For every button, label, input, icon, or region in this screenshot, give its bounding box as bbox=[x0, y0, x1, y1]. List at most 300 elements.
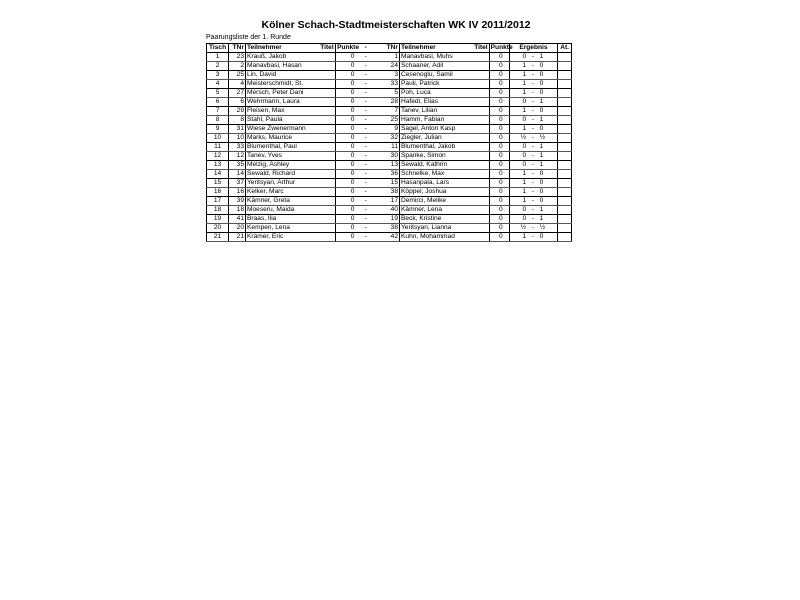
result-white: ½ bbox=[509, 134, 528, 143]
black-player-points: 0 bbox=[489, 71, 509, 80]
points-separator: - bbox=[364, 62, 367, 69]
board-number: 11 bbox=[207, 143, 229, 152]
white-player-points: 0 bbox=[335, 125, 360, 134]
result-black: 1 bbox=[538, 161, 558, 170]
points-separator: - bbox=[360, 161, 371, 170]
white-player-points: 0 bbox=[335, 170, 360, 179]
white-player-number: 2 bbox=[229, 62, 246, 71]
white-player-number: 37 bbox=[229, 179, 246, 188]
table-row bbox=[207, 143, 572, 152]
white-player-title bbox=[307, 143, 335, 152]
table-row bbox=[207, 125, 572, 134]
at-cell bbox=[558, 188, 572, 197]
white-player-title bbox=[307, 89, 335, 98]
page-title: Kölner Schach-Stadtmeisterschaften WK IV 2011/2012 bbox=[261, 19, 531, 31]
white-player-name: Manavbasi, Hasan bbox=[246, 62, 307, 71]
result-separator: - bbox=[528, 143, 537, 152]
pairings-table bbox=[206, 43, 572, 242]
white-player-title bbox=[307, 134, 335, 143]
white-player-name: Meisterschmidt, St. bbox=[246, 80, 307, 89]
white-player-title bbox=[307, 161, 335, 170]
black-player-points: 0 bbox=[489, 80, 509, 89]
result-white: 1 bbox=[509, 170, 528, 179]
result-white: 1 bbox=[509, 107, 528, 116]
white-player-points: 0 bbox=[335, 152, 360, 161]
result-black: ½ bbox=[538, 224, 558, 233]
black-player-number: 1 bbox=[371, 53, 399, 62]
black-player-points: 0 bbox=[489, 188, 509, 197]
board-number: 19 bbox=[207, 215, 229, 224]
points-separator: - bbox=[364, 98, 367, 105]
white-player-name: Kämner, Greta bbox=[246, 197, 307, 206]
white-player-name: Sewald, Richard bbox=[246, 170, 307, 179]
points-separator: - bbox=[364, 188, 367, 195]
white-player-name: Marks, Maurice bbox=[246, 134, 307, 143]
black-player-number: 32 bbox=[371, 134, 399, 143]
black-player-points: 0 bbox=[489, 215, 509, 224]
board-number: 13 bbox=[207, 161, 229, 170]
header-punkte-white: Punkte bbox=[337, 44, 360, 51]
black-player-points: 0 bbox=[489, 170, 509, 179]
white-player-name: Kempen, Lena bbox=[246, 224, 307, 233]
black-player-name: Cesenoglu, Samil bbox=[400, 71, 461, 80]
white-player-title bbox=[307, 98, 335, 107]
black-player-number: 36 bbox=[371, 170, 399, 179]
table-row bbox=[207, 62, 572, 71]
result-black: 0 bbox=[538, 89, 558, 98]
result-black: 0 bbox=[538, 125, 558, 134]
at-cell bbox=[558, 179, 572, 188]
black-player-number: 28 bbox=[371, 98, 399, 107]
result-black: 0 bbox=[538, 62, 558, 71]
result-separator: - bbox=[528, 233, 537, 242]
result-separator: - bbox=[528, 215, 537, 224]
white-player-number: 16 bbox=[229, 188, 246, 197]
white-player-title bbox=[307, 215, 335, 224]
result-black: 1 bbox=[538, 215, 558, 224]
result-black: 0 bbox=[538, 170, 558, 179]
header-tnr-white: TNr bbox=[229, 44, 246, 53]
result-separator: - bbox=[528, 71, 537, 80]
points-separator: - bbox=[360, 125, 371, 134]
at-cell bbox=[558, 116, 572, 125]
table-row bbox=[207, 116, 572, 125]
at-cell bbox=[558, 170, 572, 179]
black-player-title bbox=[461, 224, 489, 233]
board-number: 17 bbox=[207, 197, 229, 206]
board-number: 12 bbox=[207, 152, 229, 161]
black-player-points: 0 bbox=[489, 197, 509, 206]
black-player-title bbox=[461, 206, 489, 215]
result-white: 0 bbox=[509, 53, 528, 62]
table-row bbox=[207, 134, 572, 143]
result-black: 1 bbox=[538, 98, 558, 107]
white-player-name: Melzig, Ashley bbox=[246, 161, 307, 170]
points-separator: - bbox=[364, 116, 367, 123]
points-separator: - bbox=[360, 107, 371, 116]
result-black: 0 bbox=[538, 197, 558, 206]
white-player-number: 6 bbox=[229, 98, 246, 107]
points-separator: - bbox=[364, 224, 367, 231]
table-row bbox=[207, 98, 572, 107]
black-player-points: 0 bbox=[489, 89, 509, 98]
table-row bbox=[207, 170, 572, 179]
black-player-name: Hasanpala, Lars bbox=[400, 179, 461, 188]
result-black: 1 bbox=[538, 152, 558, 161]
table-row bbox=[207, 215, 572, 224]
white-player-name: Wiese Zwenermann bbox=[247, 125, 306, 132]
white-player-name: Blumenthal, Paul bbox=[246, 143, 307, 152]
result-separator: - bbox=[528, 89, 537, 98]
white-player-title bbox=[307, 80, 335, 89]
result-separator: - bbox=[528, 179, 537, 188]
white-player-name: Moeseru, Maida bbox=[246, 206, 307, 215]
white-player-number: 20 bbox=[229, 224, 246, 233]
white-player-number: 41 bbox=[229, 215, 246, 224]
table-row bbox=[207, 206, 572, 215]
white-player-title bbox=[307, 125, 335, 134]
white-player-points: 0 bbox=[335, 89, 360, 98]
black-player-points: 0 bbox=[489, 143, 509, 152]
black-player-number: 40 bbox=[371, 206, 399, 215]
black-player-points: 0 bbox=[489, 125, 509, 134]
result-white: 1 bbox=[509, 80, 528, 89]
white-player-name: Yeritsyan, Arthur bbox=[246, 179, 307, 188]
points-separator: - bbox=[360, 143, 371, 152]
black-player-title bbox=[461, 143, 489, 152]
result-white: 0 bbox=[509, 206, 528, 215]
black-player-title bbox=[461, 134, 489, 143]
black-player-points: 0 bbox=[489, 152, 509, 161]
white-player-points: 0 bbox=[335, 179, 360, 188]
result-white: 1 bbox=[509, 197, 528, 206]
black-player-number: 33 bbox=[371, 80, 399, 89]
white-player-title bbox=[307, 62, 335, 71]
result-white: 1 bbox=[509, 89, 528, 98]
result-separator: - bbox=[531, 116, 534, 123]
table-row bbox=[207, 188, 572, 197]
points-separator: - bbox=[360, 179, 371, 188]
black-player-name: Demirci, Melike bbox=[400, 197, 461, 206]
white-player-number: 31 bbox=[229, 125, 246, 134]
result-black: 1 bbox=[538, 116, 558, 125]
result-white: ½ bbox=[509, 224, 528, 233]
result-black: 0 bbox=[538, 179, 558, 188]
result-white: 0 bbox=[509, 161, 528, 170]
board-number: 5 bbox=[207, 89, 229, 98]
black-player-number: 25 bbox=[371, 116, 399, 125]
at-cell bbox=[558, 80, 572, 89]
header-ergebnis: Ergebnis bbox=[509, 44, 558, 53]
black-player-name: Pauli, Patrick bbox=[400, 80, 461, 89]
white-player-points: 0 bbox=[335, 197, 360, 206]
white-player-number: 25 bbox=[229, 71, 246, 80]
black-player-name: Schnelke, Max bbox=[400, 170, 461, 179]
black-player-title bbox=[461, 233, 489, 242]
header-punkte-black: Punkte bbox=[490, 44, 513, 51]
white-player-name: Wehrmann, Laura bbox=[246, 98, 307, 107]
result-separator: - bbox=[531, 206, 534, 213]
points-separator: - bbox=[360, 53, 371, 62]
table-row bbox=[207, 161, 572, 170]
result-separator: - bbox=[528, 107, 537, 116]
black-player-title bbox=[461, 188, 489, 197]
at-cell bbox=[558, 197, 572, 206]
white-player-points: 0 bbox=[335, 143, 360, 152]
table-header bbox=[207, 44, 572, 53]
board-number: 2 bbox=[207, 62, 229, 71]
white-player-number: 33 bbox=[229, 143, 246, 152]
white-player-name: Krämer, Eric bbox=[246, 233, 307, 242]
white-player-title bbox=[307, 188, 335, 197]
table-row bbox=[207, 53, 572, 62]
black-player-title bbox=[461, 179, 489, 188]
black-player-name: Spanke, Simon bbox=[400, 152, 461, 161]
black-player-number: 24 bbox=[371, 62, 399, 71]
result-black: 1 bbox=[538, 206, 558, 215]
result-white: 1 bbox=[509, 125, 528, 134]
white-player-points: 0 bbox=[335, 206, 360, 215]
table-row bbox=[207, 89, 572, 98]
white-player-points: 0 bbox=[335, 116, 360, 125]
black-player-points: 0 bbox=[489, 179, 509, 188]
black-player-name: Ziegler, Julian bbox=[400, 134, 461, 143]
result-white: 1 bbox=[509, 233, 528, 242]
points-separator: - bbox=[364, 134, 367, 141]
black-player-number: 15 bbox=[371, 179, 399, 188]
black-player-title bbox=[461, 116, 489, 125]
black-player-points: 0 bbox=[489, 224, 509, 233]
points-separator: - bbox=[360, 233, 371, 242]
white-player-number: 23 bbox=[229, 53, 246, 62]
at-cell bbox=[558, 62, 572, 71]
result-white: 0 bbox=[509, 98, 528, 107]
result-white: 1 bbox=[509, 179, 528, 188]
table-row bbox=[207, 233, 572, 242]
at-cell bbox=[558, 71, 572, 80]
table-row bbox=[207, 107, 572, 116]
at-cell bbox=[558, 134, 572, 143]
result-black: 1 bbox=[538, 53, 558, 62]
black-player-number: 38 bbox=[371, 188, 399, 197]
at-cell bbox=[558, 152, 572, 161]
board-number: 7 bbox=[207, 107, 229, 116]
points-separator: - bbox=[360, 71, 371, 80]
black-player-name: Köppel, Joshua bbox=[400, 188, 461, 197]
black-player-name: Sagel, Anton Kasp bbox=[400, 125, 461, 134]
white-player-points: 0 bbox=[335, 62, 360, 71]
at-cell bbox=[558, 206, 572, 215]
result-separator: - bbox=[528, 197, 537, 206]
black-player-title bbox=[461, 197, 489, 206]
result-separator: - bbox=[531, 80, 534, 87]
black-player-title bbox=[461, 152, 489, 161]
board-number: 6 bbox=[207, 98, 229, 107]
at-cell bbox=[558, 224, 572, 233]
black-player-points: 0 bbox=[489, 116, 509, 125]
board-number: 4 bbox=[207, 80, 229, 89]
black-player-number: 7 bbox=[371, 107, 399, 116]
white-player-title bbox=[307, 170, 335, 179]
black-player-title bbox=[461, 53, 489, 62]
header-tnr-black: TNr bbox=[371, 44, 399, 53]
white-player-title bbox=[307, 107, 335, 116]
black-player-name: Hamm, Fabian bbox=[400, 116, 461, 125]
white-player-number: 12 bbox=[229, 152, 246, 161]
result-white: 0 bbox=[509, 215, 528, 224]
white-player-number: 8 bbox=[229, 116, 246, 125]
result-separator: - bbox=[531, 62, 534, 69]
black-player-name: Kämner, Lena bbox=[400, 206, 461, 215]
white-player-name: Stahl, Paula bbox=[246, 116, 307, 125]
result-separator: - bbox=[531, 134, 534, 141]
white-player-number: 29 bbox=[229, 107, 246, 116]
white-player-number: 10 bbox=[229, 134, 246, 143]
black-player-number: 3 bbox=[371, 71, 399, 80]
result-white: 0 bbox=[509, 152, 528, 161]
black-player-title bbox=[461, 80, 489, 89]
white-player-number: 27 bbox=[229, 89, 246, 98]
black-player-title bbox=[461, 62, 489, 71]
white-player-number: 4 bbox=[229, 80, 246, 89]
result-black: ½ bbox=[538, 134, 558, 143]
white-player-points: 0 bbox=[335, 233, 360, 242]
black-player-name: Schaaner, Adil bbox=[400, 62, 461, 71]
at-cell bbox=[558, 98, 572, 107]
black-player-points: 0 bbox=[489, 233, 509, 242]
table-row bbox=[207, 80, 572, 89]
table-row bbox=[207, 152, 572, 161]
white-player-points: 0 bbox=[335, 53, 360, 62]
white-player-title bbox=[307, 179, 335, 188]
white-player-points: 0 bbox=[335, 134, 360, 143]
white-player-title bbox=[307, 116, 335, 125]
board-number: 3 bbox=[207, 71, 229, 80]
result-separator: - bbox=[531, 170, 534, 177]
at-cell bbox=[558, 107, 572, 116]
board-number: 9 bbox=[207, 125, 229, 134]
white-player-name: Tanev, Yves bbox=[246, 152, 307, 161]
black-player-points: 0 bbox=[489, 134, 509, 143]
points-separator: - bbox=[360, 89, 371, 98]
result-black: 0 bbox=[538, 233, 558, 242]
result-separator: - bbox=[528, 53, 537, 62]
black-player-name: Yeritsyan, Lianna bbox=[400, 224, 461, 233]
white-player-title bbox=[307, 233, 335, 242]
black-player-title bbox=[461, 125, 489, 134]
white-player-name: Fleisen, Max bbox=[246, 107, 307, 116]
result-white: 1 bbox=[509, 62, 528, 71]
black-player-number: 9 bbox=[371, 125, 399, 134]
black-player-number: 11 bbox=[371, 143, 399, 152]
black-player-points: 0 bbox=[489, 53, 509, 62]
white-player-points: 0 bbox=[335, 161, 360, 170]
table-body bbox=[207, 53, 572, 242]
result-separator: - bbox=[528, 161, 537, 170]
result-separator: - bbox=[531, 152, 534, 159]
result-black: 0 bbox=[538, 71, 558, 80]
black-player-points: 0 bbox=[489, 206, 509, 215]
table-row bbox=[207, 71, 572, 80]
black-player-title bbox=[461, 107, 489, 116]
white-player-title bbox=[307, 206, 335, 215]
at-cell bbox=[558, 53, 572, 62]
black-player-title bbox=[461, 170, 489, 179]
points-separator: - bbox=[364, 170, 367, 177]
points-separator: - bbox=[364, 152, 367, 159]
black-player-title bbox=[461, 98, 489, 107]
black-player-name: Blumenthal, Jakob bbox=[400, 143, 461, 152]
black-player-title bbox=[461, 89, 489, 98]
at-cell bbox=[558, 161, 572, 170]
white-player-points: 0 bbox=[335, 188, 360, 197]
board-number: 14 bbox=[207, 170, 229, 179]
header-at: At. bbox=[558, 44, 572, 53]
black-player-name: Hafedi, Elias bbox=[400, 98, 461, 107]
header-titel-black: Titel bbox=[461, 44, 489, 53]
black-player-number: 30 bbox=[371, 152, 399, 161]
white-player-name: Krauß, Jakob bbox=[246, 53, 307, 62]
board-number: 21 bbox=[207, 233, 229, 242]
table-row bbox=[207, 197, 572, 206]
board-number: 18 bbox=[207, 206, 229, 215]
black-player-name: Poh, Luca bbox=[400, 89, 461, 98]
black-player-points: 0 bbox=[489, 62, 509, 71]
white-player-points: 0 bbox=[335, 98, 360, 107]
white-player-points: 0 bbox=[335, 107, 360, 116]
at-cell bbox=[558, 125, 572, 134]
header-dash: - bbox=[360, 44, 371, 53]
at-cell bbox=[558, 215, 572, 224]
result-separator: - bbox=[531, 224, 534, 231]
at-cell bbox=[558, 89, 572, 98]
result-black: 1 bbox=[538, 143, 558, 152]
black-player-title bbox=[461, 161, 489, 170]
white-player-number: 39 bbox=[229, 197, 246, 206]
header-teilnehmer-white: Teilnehmer bbox=[246, 44, 307, 53]
result-white: 0 bbox=[509, 116, 528, 125]
result-separator: - bbox=[531, 188, 534, 195]
white-player-name: Kelker, Marc bbox=[246, 188, 307, 197]
black-player-name: Beck, Kristine bbox=[400, 215, 461, 224]
black-player-number: 5 bbox=[371, 89, 399, 98]
result-white: 1 bbox=[509, 71, 528, 80]
black-player-name: Kuhn, Mohammad bbox=[400, 233, 461, 242]
black-player-number: 42 bbox=[371, 233, 399, 242]
points-separator: - bbox=[364, 206, 367, 213]
white-player-points: 0 bbox=[335, 224, 360, 233]
white-player-points: 0 bbox=[335, 215, 360, 224]
white-player-number: 21 bbox=[229, 233, 246, 242]
black-player-number: 38 bbox=[371, 224, 399, 233]
board-number: 10 bbox=[207, 134, 229, 143]
at-cell bbox=[558, 143, 572, 152]
board-number: 8 bbox=[207, 116, 229, 125]
board-number: 15 bbox=[207, 179, 229, 188]
header-teilnehmer-black: Teilnehmer bbox=[400, 44, 461, 53]
round-subtitle: Paarungsliste der 1. Runde bbox=[206, 34, 291, 41]
white-player-name: Lin, David bbox=[246, 71, 307, 80]
white-player-points: 0 bbox=[335, 71, 360, 80]
result-separator: - bbox=[531, 98, 534, 105]
white-player-title bbox=[307, 152, 335, 161]
board-number: 16 bbox=[207, 188, 229, 197]
white-player-points: 0 bbox=[335, 80, 360, 89]
white-player-number: 14 bbox=[229, 170, 246, 179]
table-row bbox=[207, 224, 572, 233]
white-player-number: 18 bbox=[229, 206, 246, 215]
board-number: 20 bbox=[207, 224, 229, 233]
